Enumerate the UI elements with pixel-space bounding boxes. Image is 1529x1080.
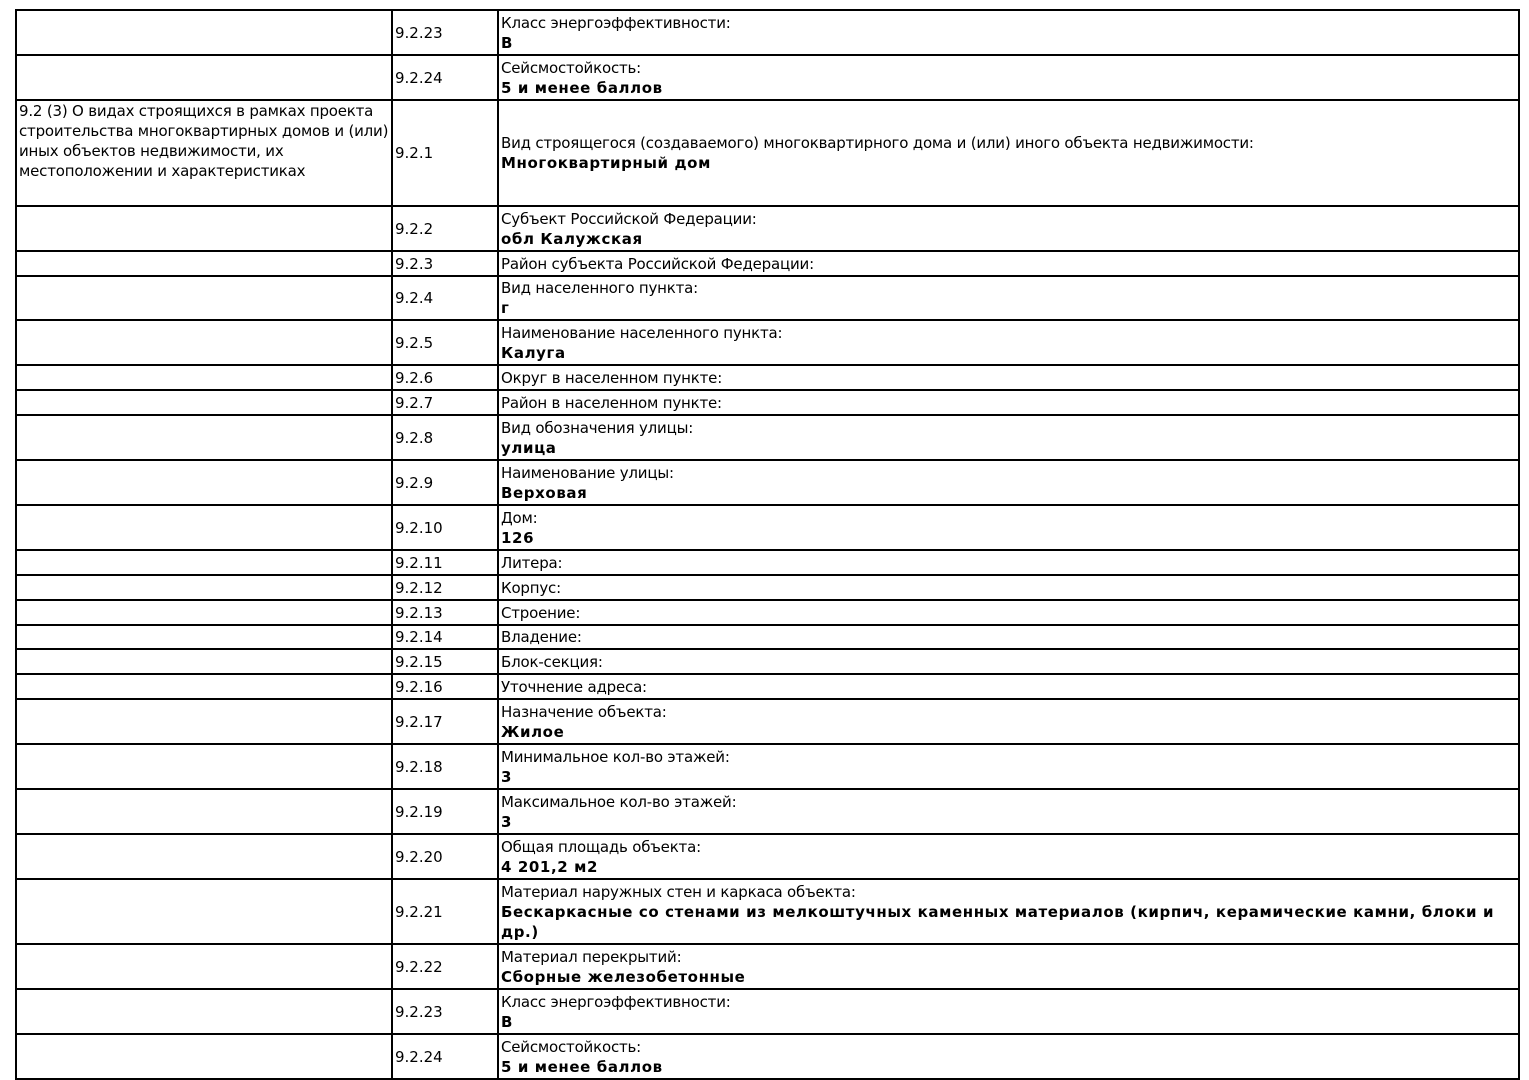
field-cell [498,649,1519,674]
table-row [16,834,1519,879]
field-label: Минимальное кол-во этажей: [501,747,730,766]
table-row [16,575,1519,600]
field-label: Корпус: [501,578,561,597]
section-cell [16,550,392,575]
table-row [16,674,1519,699]
table-row [16,649,1519,674]
section-cell [16,460,392,505]
field-cell [498,251,1519,276]
table-row [16,600,1519,625]
section-title: 9.2 (3) О видах строящихся в рамках проекта строительства многоквартирных домов и (или) иных объектов недвижимости, их местоположении и характеристиках [19,102,389,180]
field-label: Округ в населенном пункте: [501,368,723,387]
field-cell [498,879,1519,944]
field-label: Класс энергоэффективности: [501,13,731,32]
field-label: Общая площадь объекта: [501,837,701,856]
table-row [16,55,1519,100]
field-label: Сейсмостойкость: [501,58,642,77]
table-row [16,10,1519,55]
field-cell [498,625,1519,649]
section-cell [16,744,392,789]
project-characteristics-table [15,9,1520,1080]
code-cell: 9.2.10 [392,505,498,550]
field-cell [498,100,1519,206]
field-cell [498,390,1519,415]
code-cell: 9.2.7 [392,390,498,415]
table-row [16,365,1519,390]
section-cell [16,206,392,251]
field-value: 3 [501,812,513,831]
section-cell [16,251,392,276]
section-cell [16,55,392,100]
field-cell [498,505,1519,550]
code-cell: 9.2.19 [392,789,498,834]
section-cell [16,789,392,834]
field-value: Верховая [501,483,588,502]
section-cell [16,649,392,674]
table-row [16,989,1519,1034]
table-row [16,251,1519,276]
field-cell [498,320,1519,365]
table-row [16,550,1519,575]
field-value: г [501,299,510,317]
table-body [16,10,1519,1079]
code-cell: 9.2.13 [392,600,498,625]
field-value: В [501,1012,514,1031]
code-cell: 9.2.2 [392,206,498,251]
table-row [16,100,1519,206]
table-row [16,625,1519,649]
code-cell: 9.2.6 [392,365,498,390]
field-cell [498,789,1519,834]
table-row [16,276,1519,320]
field-value: Сборные железобетонные [501,967,746,986]
field-cell [498,699,1519,744]
field-cell [498,55,1519,100]
field-value: 5 и менее баллов [501,1057,663,1076]
field-cell [498,744,1519,789]
field-label: Наименование улицы: [501,463,674,482]
section-cell [16,505,392,550]
section-cell [16,944,392,989]
section-cell [16,1034,392,1079]
section-cell [16,834,392,879]
field-label: Уточнение адреса: [501,677,647,696]
section-cell [16,320,392,365]
field-label: Материал перекрытий: [501,947,682,966]
table-row [16,505,1519,550]
code-cell: 9.2.3 [392,251,498,276]
code-cell: 9.2.5 [392,320,498,365]
field-value: Бескаркасные со стенами из мелкоштучных каменных материалов (кирпич, керамические камни, блоки и др.) [501,902,1495,941]
code-cell: 9.2.11 [392,550,498,575]
field-cell [498,365,1519,390]
field-value: Калуга [501,343,566,362]
table-row [16,699,1519,744]
section-cell [16,989,392,1034]
table-row [16,744,1519,789]
field-value: 3 [501,767,513,786]
table-row [16,415,1519,460]
field-cell [498,415,1519,460]
field-label: Строение: [501,603,581,622]
table-row [16,879,1519,944]
field-cell [498,460,1519,505]
code-cell: 9.2.22 [392,944,498,989]
section-cell [16,365,392,390]
field-cell [498,276,1519,320]
field-label: Район в населенном пункте: [501,393,722,412]
code-cell: 9.2.20 [392,834,498,879]
code-cell: 9.2.21 [392,879,498,944]
code-cell: 9.2.17 [392,699,498,744]
code-cell: 9.2.23 [392,989,498,1034]
field-label: Дом: [501,508,538,527]
field-cell [498,1034,1519,1079]
field-cell [498,550,1519,575]
field-cell [498,834,1519,879]
section-cell [16,276,392,320]
code-cell: 9.2.15 [392,649,498,674]
field-cell [498,10,1519,55]
field-label: Блок-секция: [501,652,603,671]
table-row [16,789,1519,834]
field-label: Литера: [501,553,563,572]
field-label: Вид обозначения улицы: [501,418,694,437]
code-cell: 9.2.24 [392,1034,498,1079]
section-cell [16,10,392,55]
field-label: Сейсмостойкость: [501,1037,642,1056]
table-row [16,320,1519,365]
section-cell [16,415,392,460]
section-cell [16,600,392,625]
section-cell [16,674,392,699]
code-cell: 9.2.9 [392,460,498,505]
field-label: Вид населенного пункта: [501,279,699,297]
field-label: Наименование населенного пункта: [501,323,783,342]
table-row [16,944,1519,989]
field-label: Субъект Российской Федерации: [501,209,757,228]
table-row [16,460,1519,505]
code-cell: 9.2.23 [392,10,498,55]
field-cell [498,944,1519,989]
table-row [16,1034,1519,1079]
section-cell [16,100,392,206]
field-cell [498,674,1519,699]
code-cell: 9.2.24 [392,55,498,100]
field-value: Жилое [501,722,565,741]
field-value: В [501,33,514,52]
code-cell: 9.2.1 [392,100,498,206]
field-cell [498,575,1519,600]
field-label: Максимальное кол-во этажей: [501,792,737,811]
field-cell [498,600,1519,625]
field-label: Материал наружных стен и каркаса объекта: [501,882,856,901]
table-row [16,206,1519,251]
field-label: Назначение объекта: [501,702,667,721]
field-value: 126 [501,528,535,547]
code-cell: 9.2.4 [392,276,498,320]
field-value: 4 201,2 м2 [501,857,599,876]
field-value: улица [501,438,557,457]
section-cell [16,575,392,600]
field-cell [498,206,1519,251]
code-cell: 9.2.8 [392,415,498,460]
section-cell [16,699,392,744]
code-cell: 9.2.16 [392,674,498,699]
section-cell [16,879,392,944]
code-cell: 9.2.12 [392,575,498,600]
field-label: Район субъекта Российской Федерации: [501,254,814,273]
field-value: 5 и менее баллов [501,78,663,97]
field-label: Класс энергоэффективности: [501,992,731,1011]
section-cell [16,390,392,415]
code-cell: 9.2.14 [392,625,498,649]
field-value: обл Калужская [501,229,643,248]
section-cell [16,625,392,649]
table-row [16,390,1519,415]
field-label: Вид строящегося (создаваемого) многоквартирного дома и (или) иного объекта недвижимости: [501,134,1254,152]
field-cell [498,989,1519,1034]
field-value: Многоквартирный дом [501,154,711,172]
field-label: Владение: [501,628,582,646]
code-cell: 9.2.18 [392,744,498,789]
